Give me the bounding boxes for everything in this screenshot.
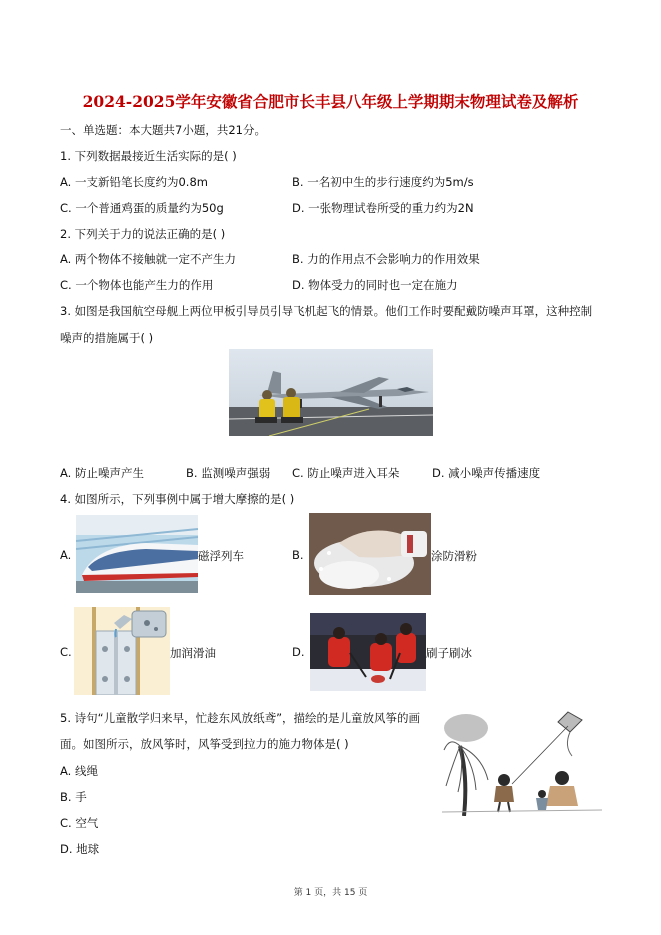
question-4-option-b-text: 涂防滑粉 [431,549,477,563]
question-4-option-d-text: 刷子刷冰 [426,646,472,660]
question-1-option-a: A. 一支新铅笔长度约为0.8m [60,175,208,189]
carrier-deck-photo [229,349,433,436]
curling-sweeping-photo [310,613,426,691]
question-3-option-d: D. 减小噪声传播速度 [432,466,541,480]
maglev-train-photo [76,515,198,593]
question-5-stem-line2: 面。如图所示，放风筝时，风筝受到拉力的施力物体是( ) [60,737,349,751]
anti-slip-powder-photo [309,513,431,595]
kite-flying-illustration [442,706,602,816]
question-5-option-d: D. 地球 [60,842,100,856]
question-4-option-c-text: 加润滑油 [170,646,216,660]
question-1-option-b: B. 一名初中生的步行速度约为5m/s [292,175,474,189]
page-footer: 第 1 页，共 15 页 [293,888,368,898]
document-title: 2024-2025学年安徽省合肥市长丰县八年级上学期期末物理试卷及解析 [82,92,579,111]
question-1-option-d: D. 一张物理试卷所受的重力约为2N [292,201,474,215]
question-2-option-b: B. 力的作用点不会影响力的作用效果 [292,252,480,266]
question-2-option-d: D. 物体受力的同时也一定在施力 [292,278,458,292]
question-2-option-c: C. 一个物体也能产生力的作用 [60,278,214,292]
lubricating-oil-hinge-picture [74,607,170,695]
question-4-option-a-text: 磁浮列车 [198,549,244,563]
question-4-option-c-letter: C. [60,645,72,659]
question-3-option-b: B. 监测噪声强弱 [186,466,271,480]
question-5-stem-line1: 5. 诗句“儿童散学归来早，忙趁东风放纸鸢”，描绘的是儿童放风筝的画 [60,711,421,725]
question-5-option-c: C. 空气 [60,816,99,830]
question-3-stem-line2: 噪声的措施属于( ) [60,331,154,345]
section-heading: 一、单选题：本大题共7小题，共21分。 [60,123,266,137]
hinge-oiling-illustration [74,607,170,695]
question-4-option-d-letter: D. [292,645,305,659]
question-3-option-a: A. 防止噪声产生 [60,466,144,480]
carrier-deck-illustration [229,349,433,436]
question-4-stem: 4. 如图所示，下列事例中属于增大摩擦的是( ) [60,492,295,506]
curling-sweeping-illustration [310,613,426,691]
question-4-option-b-letter: B. [292,548,304,562]
question-5-option-a: A. 线绳 [60,764,98,778]
question-4-option-a-letter: A. [60,548,72,562]
question-3-stem-line1: 3. 如图是我国航空母舰上两位甲板引导员引导飞机起飞的情景。他们工作时要配戴防噪声耳罩，这种控制 [60,304,593,318]
maglev-train-illustration [76,515,198,593]
question-2-option-a: A. 两个物体不接触就一定不产生力 [60,252,236,266]
kite-flying-ink-drawing [442,706,602,816]
question-3-option-c: C. 防止噪声进入耳朵 [292,466,400,480]
question-2-stem: 2. 下列关于力的说法正确的是( ) [60,227,226,241]
question-1-option-c: C. 一个普通鸡蛋的质量约为50g [60,201,224,215]
anti-slip-powder-illustration [309,513,431,595]
question-1-stem: 1. 下列数据最接近生活实际的是( ) [60,149,237,163]
question-5-option-b: B. 手 [60,790,87,804]
